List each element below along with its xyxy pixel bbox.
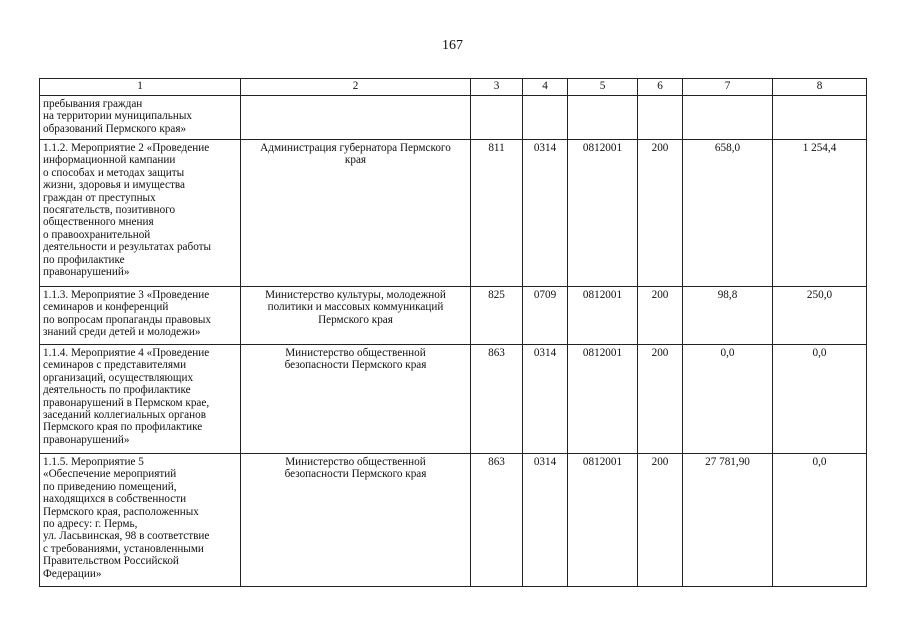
table-row bbox=[40, 287, 867, 345]
column-number-row bbox=[40, 79, 867, 96]
column-header: 2 bbox=[241, 79, 471, 96]
section-code: 0314 bbox=[523, 140, 568, 287]
amount-col8: 1 254,4 bbox=[773, 140, 867, 287]
executor: Министерство культуры, молодежной политики и массовых коммуникаций Пермского края bbox=[241, 287, 471, 345]
column-header: 4 bbox=[523, 79, 568, 96]
activity-name: 1.1.2. Мероприятие 2 «Проведение информационной кампании о способах и методах защиты жизни, здоровья и имущества граждан от преступных посягательств, позитивного общественного мнения о правоохранительной деятельности и результатах работы по профилактике правонарушений» bbox=[40, 140, 241, 287]
amount-col8: 0,0 bbox=[773, 454, 867, 587]
table-row bbox=[40, 96, 867, 140]
expense-type-code: 200 bbox=[638, 345, 683, 454]
budget-table bbox=[39, 78, 867, 587]
section-code: 0314 bbox=[523, 345, 568, 454]
amount-col8: 0,0 bbox=[773, 345, 867, 454]
target-article-code: 0812001 bbox=[568, 454, 638, 587]
table-body bbox=[40, 96, 867, 587]
executor bbox=[241, 96, 471, 140]
activity-name: 1.1.3. Мероприятие 3 «Проведение семинаров и конференций по вопросам пропаганды правовых знаний среди детей и молодежи» bbox=[40, 287, 241, 345]
expense-type-code bbox=[638, 96, 683, 140]
activity-name: 1.1.4. Мероприятие 4 «Проведение семинаров с представителями организаций, осуществляющих деятельность по профилактике правонарушений в Пермском крае, заседаний коллегиальных органов Пермского края по профилактике правонарушений» bbox=[40, 345, 241, 454]
target-article-code: 0812001 bbox=[568, 287, 638, 345]
target-article-code bbox=[568, 96, 638, 140]
grbs-code: 825 bbox=[471, 287, 523, 345]
column-header: 8 bbox=[773, 79, 867, 96]
grbs-code: 811 bbox=[471, 140, 523, 287]
amount-col7: 27 781,90 bbox=[683, 454, 773, 587]
grbs-code: 863 bbox=[471, 345, 523, 454]
target-article-code: 0812001 bbox=[568, 345, 638, 454]
amount-col7: 0,0 bbox=[683, 345, 773, 454]
executor: Министерство общественной безопасности Пермского края bbox=[241, 454, 471, 587]
grbs-code: 863 bbox=[471, 454, 523, 587]
amount-col7 bbox=[683, 96, 773, 140]
activity-name: 1.1.5. Мероприятие 5 «Обеспечение мероприятий по приведению помещений, находящихся в собственности Пермского края, расположенных по адресу: г. Пермь, ул. Ласьвинская, 98 в соответствие с требованиями, установленными Правительством Российской Федерации» bbox=[40, 454, 241, 587]
column-header: 1 bbox=[40, 79, 241, 96]
expense-type-code: 200 bbox=[638, 287, 683, 345]
expense-type-code: 200 bbox=[638, 140, 683, 287]
page-number: 167 bbox=[442, 38, 463, 53]
table-row bbox=[40, 454, 867, 587]
grbs-code bbox=[471, 96, 523, 140]
column-header: 3 bbox=[471, 79, 523, 96]
table-header bbox=[40, 79, 867, 96]
target-article-code: 0812001 bbox=[568, 140, 638, 287]
section-code bbox=[523, 96, 568, 140]
table-row bbox=[40, 140, 867, 287]
executor: Министерство общественной безопасности Пермского края bbox=[241, 345, 471, 454]
section-code: 0314 bbox=[523, 454, 568, 587]
amount-col7: 98,8 bbox=[683, 287, 773, 345]
activity-name: пребывания граждан на территории муниципальных образований Пермского края» bbox=[40, 96, 241, 140]
amount-col7: 658,0 bbox=[683, 140, 773, 287]
table-row bbox=[40, 345, 867, 454]
expense-type-code: 200 bbox=[638, 454, 683, 587]
column-header: 5 bbox=[568, 79, 638, 96]
executor: Администрация губернатора Пермского края bbox=[241, 140, 471, 287]
amount-col8: 250,0 bbox=[773, 287, 867, 345]
column-header: 6 bbox=[638, 79, 683, 96]
amount-col8 bbox=[773, 96, 867, 140]
column-header: 7 bbox=[683, 79, 773, 96]
section-code: 0709 bbox=[523, 287, 568, 345]
